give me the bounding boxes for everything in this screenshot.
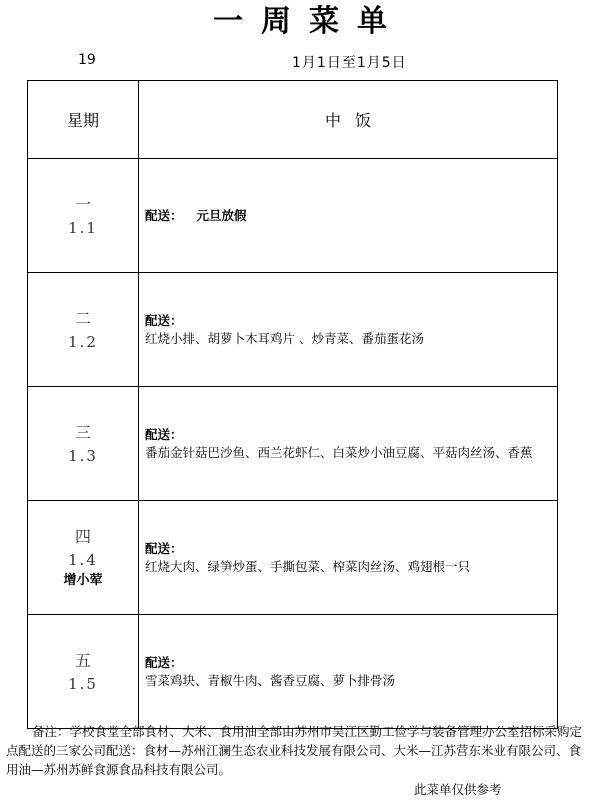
day-cell bbox=[28, 159, 139, 273]
weekday-date: 1.4 bbox=[68, 550, 98, 569]
meal-items: 雪菜鸡块、青椒牛肉、酱香豆腐、萝卜排骨汤 bbox=[145, 672, 396, 688]
remarks-note: 备注：学校食堂全部食材、大米、食用油全部由苏州市吴江区勤工俭学与装备管理办公室招标采购定点配送的三家公司配送：食材—苏州江澜生态农业科技发展有限公司、大米—江苏营东米业有限公司、食用油—苏州苏鲜食源食品科技有限公司。 bbox=[6, 724, 583, 777]
extra-dish-note: 增小荤 bbox=[63, 572, 103, 588]
meal-cell bbox=[139, 387, 558, 501]
reference-footer: 此菜单仅供参考 bbox=[414, 782, 502, 797]
day-cell bbox=[28, 273, 139, 387]
table-row bbox=[28, 159, 558, 273]
meal-cell bbox=[139, 273, 558, 387]
column-header-lunch: 中饭 bbox=[139, 81, 558, 159]
table-header-row bbox=[28, 81, 558, 159]
delivery-label: 配送： bbox=[145, 312, 183, 328]
meal-items: 红烧小排、胡萝卜木耳鸡片 、炒青菜、番茄蛋花汤 bbox=[145, 330, 424, 346]
day-cell bbox=[28, 501, 139, 615]
week-number: 19 bbox=[78, 52, 96, 68]
meal-cell bbox=[139, 615, 558, 729]
day-cell bbox=[28, 615, 139, 729]
column-header-day: 星期 bbox=[28, 81, 139, 159]
table-row bbox=[28, 501, 558, 615]
meal-items: 红烧大肉、绿笋炒蛋、手撕包菜、榨菜肉丝汤、鸡翅根一只 bbox=[145, 558, 471, 574]
weekday-name: 一 bbox=[74, 194, 91, 214]
weekday-date: 1.5 bbox=[68, 674, 98, 693]
meal-cell bbox=[139, 501, 558, 615]
date-range: 1月1日至1月5日 bbox=[292, 55, 407, 71]
menu-table bbox=[27, 80, 558, 729]
header-line bbox=[0, 52, 600, 72]
delivery-label: 配送： bbox=[145, 540, 183, 556]
weekday-name: 三 bbox=[74, 422, 91, 442]
weekday-date: 1.1 bbox=[68, 218, 98, 237]
weekday-name: 五 bbox=[74, 650, 91, 670]
delivery-label: 配送： bbox=[145, 207, 183, 223]
meal-inline-text: 元旦放假 bbox=[196, 207, 247, 223]
weekday-name: 二 bbox=[74, 308, 91, 328]
table-row bbox=[28, 273, 558, 387]
meal-cell bbox=[139, 159, 558, 273]
weekday-date: 1.3 bbox=[68, 446, 98, 465]
meal-items: 番茄金针菇巴沙鱼、西兰花虾仁、白菜炒小油豆腐、平菇肉丝汤、香蕉 bbox=[145, 444, 533, 460]
page-title: 一周菜单 bbox=[213, 4, 405, 39]
day-cell bbox=[28, 387, 139, 501]
delivery-label: 配送： bbox=[145, 426, 183, 442]
weekday-date: 1.2 bbox=[68, 332, 98, 351]
weekday-name: 四 bbox=[74, 526, 91, 546]
table-row bbox=[28, 387, 558, 501]
delivery-label: 配送： bbox=[145, 654, 183, 670]
table-row bbox=[28, 615, 558, 729]
